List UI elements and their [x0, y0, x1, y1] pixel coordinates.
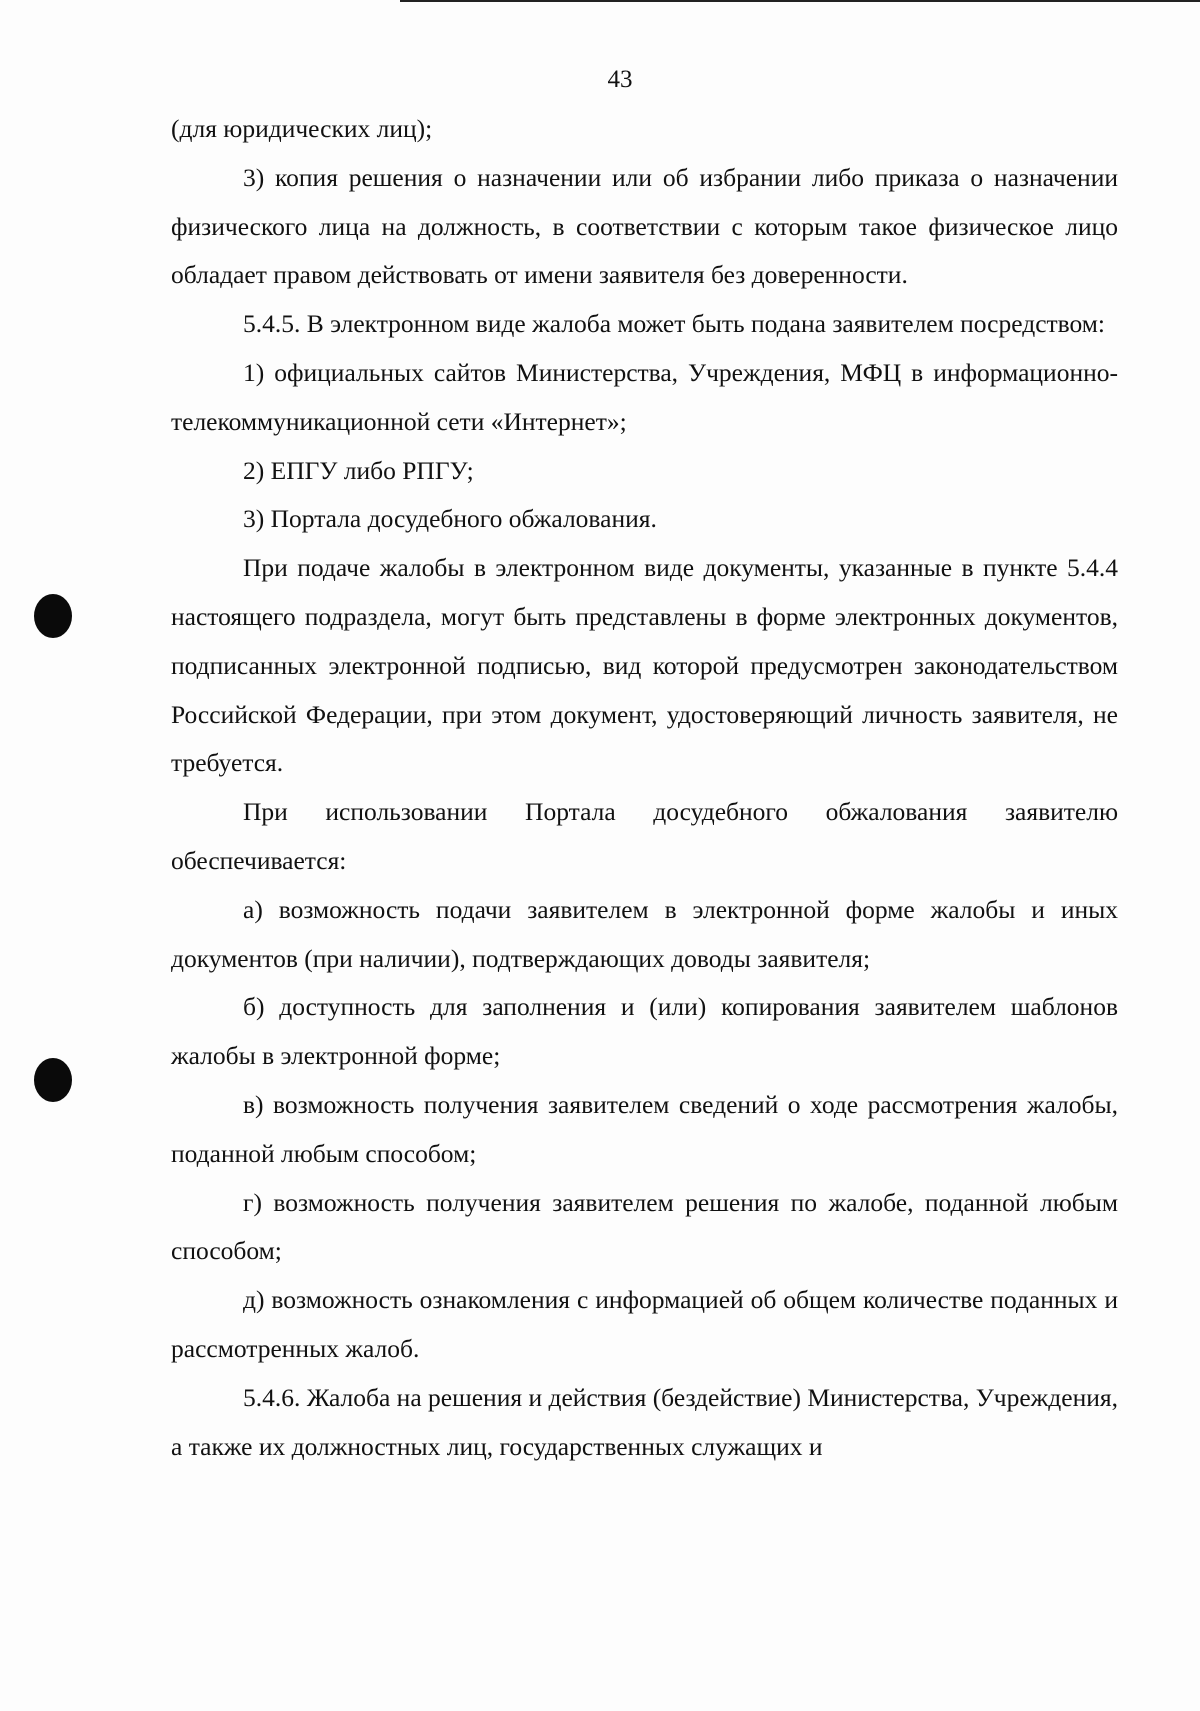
paragraph: г) возможность получения заявителем решения по жалобе, поданной любым способом; [171, 1187, 1118, 1266]
page-number: 43 [607, 66, 633, 93]
paragraph: 3) Портала досудебного обжалования. [243, 504, 657, 534]
punch-hole [34, 594, 72, 638]
paragraph: 3) копия решения о назначении или об избрании либо приказа о назначении физического лица на должность, в соответствии с которым такое физическое лицо обладает правом действовать от имени заявителя без доверенности. [171, 162, 1118, 290]
paragraph: б) доступность для заполнения и (или) копирования заявителем шаблонов жалобы в электронной форме; [171, 992, 1118, 1071]
paragraph: в) возможность получения заявителем сведений о ходе рассмотрения жалобы, поданной любым способом; [171, 1089, 1118, 1168]
punch-hole [34, 1058, 72, 1102]
paragraph: 1) официальных сайтов Министерства, Учреждения, МФЦ в информационно-телекоммуникационной сети «Интернет»; [171, 357, 1118, 436]
paragraph: При использовании Портала досудебного обжалования заявителю обеспечивается: [171, 797, 1118, 875]
document-body [171, 105, 1118, 1471]
scan-top-edge [400, 0, 1200, 2]
paragraph: (для юридических лиц); [171, 114, 433, 143]
paragraph: При подаче жалобы в электронном виде документы, указанные в пункте 5.4.4 настоящего подраздела, могут быть представлены в форме электронных документов, подписанных электронной подписью, вид которой предусмотрен законодательством Российской Федерации, при этом документ, удостоверяющий личность заявителя, не требуется. [171, 553, 1118, 778]
paragraph: а) возможность подачи заявителем в электронной форме жалобы и иных документов (при наличии), подтверждающих доводы заявителя; [171, 894, 1118, 973]
paragraph: 5.4.6. Жалоба на решения и действия (бездействие) Министерства, Учреждения, а также их должностных лиц, государственных служащих и [171, 1382, 1118, 1461]
paragraph: д) возможность ознакомления с информацией об общем количестве поданных и рассмотренных жалоб. [171, 1285, 1118, 1363]
paragraph: 2) ЕПГУ либо РПГУ; [243, 455, 474, 485]
paragraph: 5.4.5. В электронном виде жалоба может быть подана заявителем посредством: [243, 309, 1106, 339]
